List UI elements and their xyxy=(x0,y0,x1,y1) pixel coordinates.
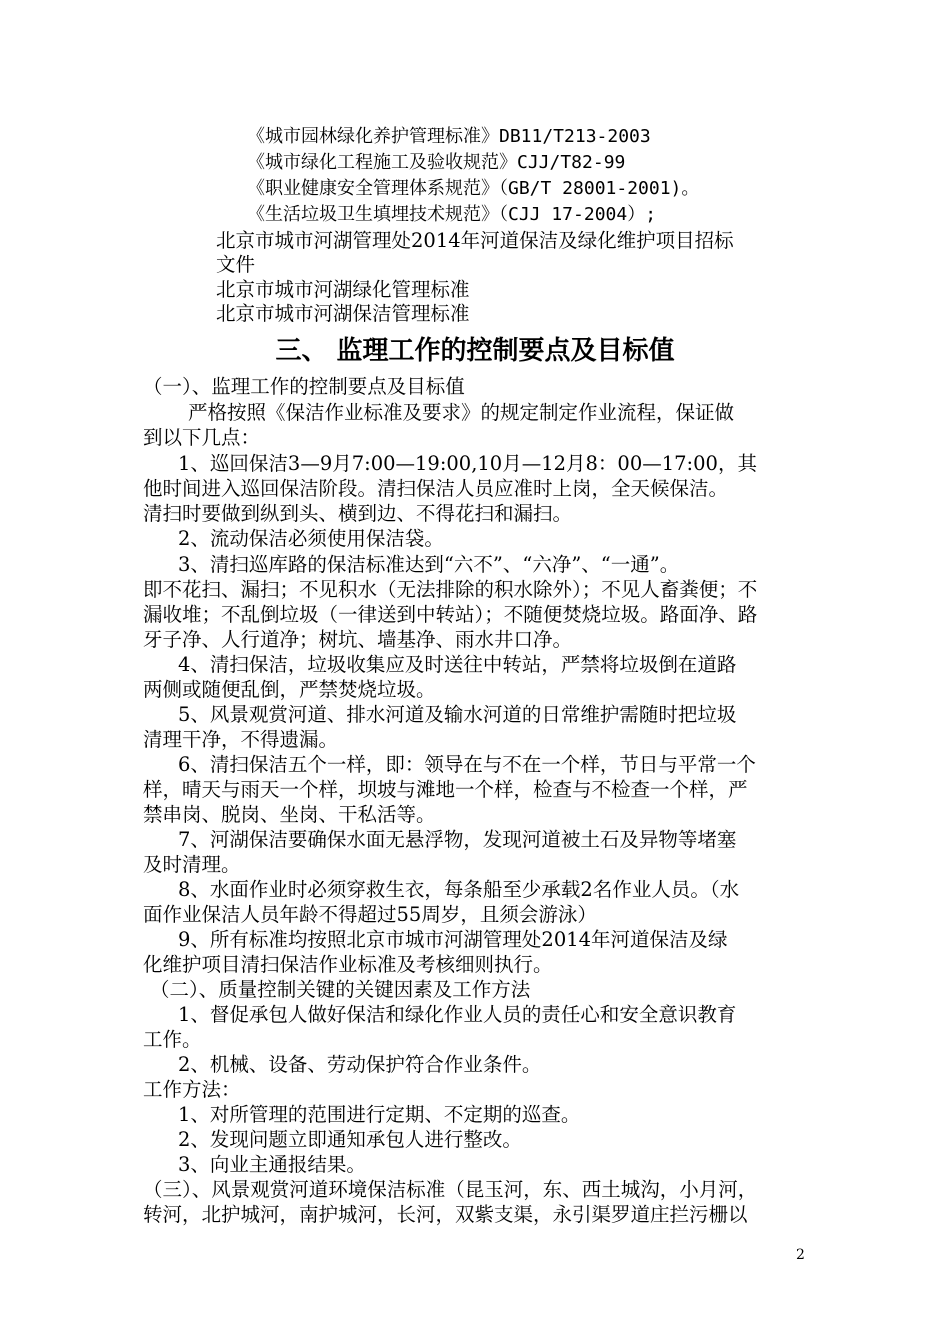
paragraph-line: 严格按照《保洁作业标准及要求》的规定制定作业流程，保证做 xyxy=(188,401,735,424)
basis-line: 文件 xyxy=(216,253,256,276)
subsection-title: （三）、风景观赏河道环境保洁标准（昆玉河，东、西土城沟，小月河， xyxy=(143,1178,758,1201)
paragraph-line: 8、水面作业时必须穿救生衣，每条船至少承载2名作业人员。（水 xyxy=(178,878,740,901)
paragraph-line: 他时间进入巡回保洁阶段。清扫保洁人员应准时上岗，全天候保洁。 xyxy=(143,477,729,500)
basis-line: 北京市城市河湖管理处2014年河道保洁及绿化维护项目招标 xyxy=(216,229,734,252)
paragraph-line: 4、清扫保洁，垃圾收集应及时送往中转站，严禁将垃圾倒在道路 xyxy=(178,653,737,676)
paragraph-line: 5、风景观赏河道、排水河道及输水河道的日常维护需随时把垃圾 xyxy=(178,703,737,726)
paragraph-line: 到以下几点： xyxy=(143,426,261,449)
paragraph-line: 3、清扫巡库路的保洁标准达到“六不”、“六净”、“一通”。 xyxy=(178,553,680,576)
paragraph-line: 及时清理。 xyxy=(143,853,241,876)
paragraph-line: 即不花扫、漏扫；不见积水（无法排除的积水除外）；不见人畜粪便；不 xyxy=(143,578,758,601)
subsection-title: （二）、质量控制关键的关键因素及工作方法 xyxy=(150,978,531,1001)
basis-line: 北京市城市河湖绿化管理标准 xyxy=(216,278,470,301)
paragraph-line: 1、对所管理的范围进行定期、不定期的巡查。 xyxy=(178,1103,581,1126)
paragraph-line: 工作。 xyxy=(143,1028,202,1051)
reference-line: 《职业健康安全管理体系规范》（GB/T 28001-2001)。 xyxy=(247,178,700,199)
section-heading: 三、 监理工作的控制要点及目标值 xyxy=(275,336,675,366)
paragraph-line: 牙子净、人行道净；树坑、墙基净、雨水井口净。 xyxy=(143,628,573,651)
paragraph-line: 2、发现问题立即通知承包人进行整改。 xyxy=(178,1128,522,1151)
page-number: 2 xyxy=(796,1247,805,1263)
paragraph-line: 2、流动保洁必须使用保洁袋。 xyxy=(178,527,444,550)
reference-line: 《城市绿化工程施工及验收规范》CJJ/T82-99 xyxy=(247,152,626,173)
paragraph-line: 清扫时要做到纵到头、横到边、不得花扫和漏扫。 xyxy=(143,502,573,525)
paragraph-line: 样，晴天与雨天一个样，坝坡与滩地一个样，检查与不检查一个样，严 xyxy=(143,778,748,801)
paragraph-line: 工作方法： xyxy=(143,1078,241,1101)
paragraph-line: 转河，北护城河，南护城河，长河，双紫支渠，永引渠罗道庄拦污栅以 xyxy=(143,1203,748,1226)
paragraph-line: 面作业保洁人员年龄不得超过55周岁，且须会游泳） xyxy=(143,903,597,926)
paragraph-line: 6、清扫保洁五个一样，即：领导在与不在一个样，节日与平常一个 xyxy=(178,753,756,776)
reference-line: 《城市园林绿化养护管理标准》DB11/T213-2003 xyxy=(247,126,651,147)
paragraph-line: 3、向业主通报结果。 xyxy=(178,1153,366,1176)
paragraph-line: 7、河湖保洁要确保水面无悬浮物，发现河道被土石及异物等堵塞 xyxy=(178,828,737,851)
paragraph-line: 清理干净，不得遗漏。 xyxy=(143,728,339,751)
paragraph-line: 禁串岗、脱岗、坐岗、干私活等。 xyxy=(143,803,436,826)
paragraph-line: 2、机械、设备、劳动保护符合作业条件。 xyxy=(178,1053,542,1076)
paragraph-line: 漏收堆；不乱倒垃圾（一律送到中转站）；不随便焚烧垃圾。路面净、路 xyxy=(143,603,758,626)
paragraph-line: 两侧或随便乱倒，严禁焚烧垃圾。 xyxy=(143,678,436,701)
paragraph-line: 1、巡回保洁3—9月7:00—19:00,10月—12月8：00—17:00，其 xyxy=(178,452,757,475)
paragraph-line: 化维护项目清扫保洁作业标准及考核细则执行。 xyxy=(143,953,553,976)
reference-line: 《生活垃圾卫生填埋技术规范》（CJJ 17-2004）; xyxy=(247,204,657,225)
subsection-title: （一）、监理工作的控制要点及目标值 xyxy=(143,375,465,398)
paragraph-line: 9、所有标准均按照北京市城市河湖管理处2014年河道保洁及绿 xyxy=(178,928,728,951)
paragraph-line: 1、督促承包人做好保洁和绿化作业人员的责任心和安全意识教育 xyxy=(178,1003,737,1026)
basis-line: 北京市城市河湖保洁管理标准 xyxy=(216,302,470,325)
